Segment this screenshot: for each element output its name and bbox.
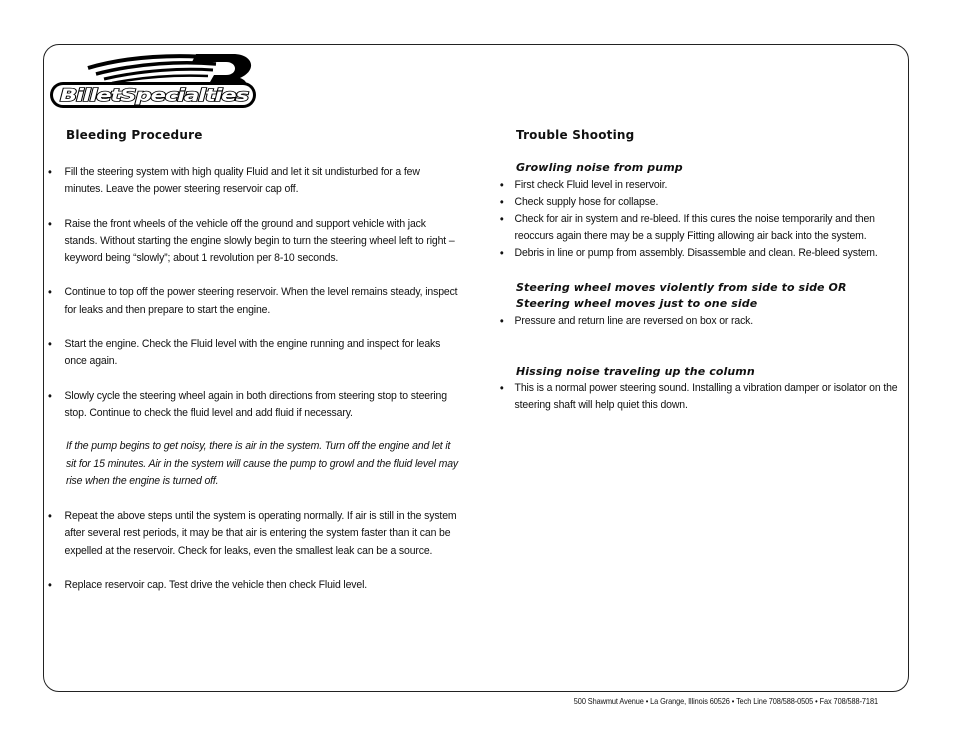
list-item: • This is a normal power steering sound. Installing a vibration damper or isolator on the steering shaft will help quiet this down. <box>498 380 901 414</box>
bleeding-steps-list <box>48 164 460 422</box>
problem-title: Growling noise from pump <box>516 161 683 174</box>
list-item: • Debris in line or pump from assembly. Disassemble and clean. Re-bleed system. <box>498 245 901 262</box>
list-item: • Check for air in system and re-bleed. If this cures the noise temporarily and then reoccurs again there may be a supply Fitting allowing air back into the system. <box>498 211 901 245</box>
list-item: • First check Fluid level in reservoir. <box>498 177 901 194</box>
trouble-shooting-section <box>498 128 898 414</box>
company-contact-footer: 500 Shawmut Avenue • La Grange, Illinois 60526 • Tech Line 708/588-0505 • Fax 708/588-7181 <box>573 697 878 706</box>
trouble-shooting-heading: Trouble Shooting <box>516 128 635 142</box>
problem-title: Steering wheel moves violently from side to side OR <box>516 280 847 294</box>
list-item: • Slowly cycle the steering wheel again in both directions from steering stop to steering stop. Continue to check the fluid level and add fluid if necessary. <box>48 388 460 423</box>
bleeding-steps-list-continued <box>48 508 460 594</box>
list-item: • Check supply hose for collapse. <box>498 194 901 211</box>
air-in-system-note: If the pump begins to get noisy, there is air in the system. Turn off the engine and let it sit for 15 minutes. Air in the system will cause the pump to growl and the fluid level may rise when the engine is turned off. <box>66 440 459 487</box>
list-item: • Replace reservoir cap. Test drive the vehicle then check Fluid level. <box>48 577 460 594</box>
problem-title: Hissing noise traveling up the column <box>516 364 755 378</box>
logo-text: BilletSpecialties <box>60 86 249 106</box>
bleeding-procedure-heading: Bleeding Procedure <box>66 128 203 142</box>
bleeding-procedure-section <box>48 128 460 611</box>
problem-title: Steering wheel moves just to one side <box>516 297 758 310</box>
list-item: • Start the engine. Check the Fluid level with the engine running and inspect for leaks once again. <box>48 336 460 371</box>
list-item: • Repeat the above steps until the system is operating normally. If air is still in the system after several rest periods, it may be that air is entering the system faster than it can be expelled at the reservoir. Check for leaks, even the smallest leak can be a source. <box>48 508 460 560</box>
growling-noise-list <box>498 177 888 262</box>
list-item: • Continue to top off the power steering reservoir. When the level remains steady, inspect for leaks and then prepare to start the engine. <box>48 284 460 319</box>
billet-specialties-logo <box>48 48 260 114</box>
list-item: • Fill the steering system with high quality Fluid and let it sit undisturbed for a few minutes. Leave the power steering reservoir cap off. <box>48 164 460 199</box>
list-item: • Raise the front wheels of the vehicle off the ground and support vehicle with jack stands. Without starting the engine slowly begin to turn the steering wheel left to right – keyword being “slowly”; about 1 revolution per 8-10 seconds. <box>48 216 460 268</box>
list-item: • Pressure and return line are reversed on box or rack. <box>498 313 901 330</box>
steering-wheel-moves-list <box>498 313 888 330</box>
hissing-noise-list <box>498 380 898 414</box>
